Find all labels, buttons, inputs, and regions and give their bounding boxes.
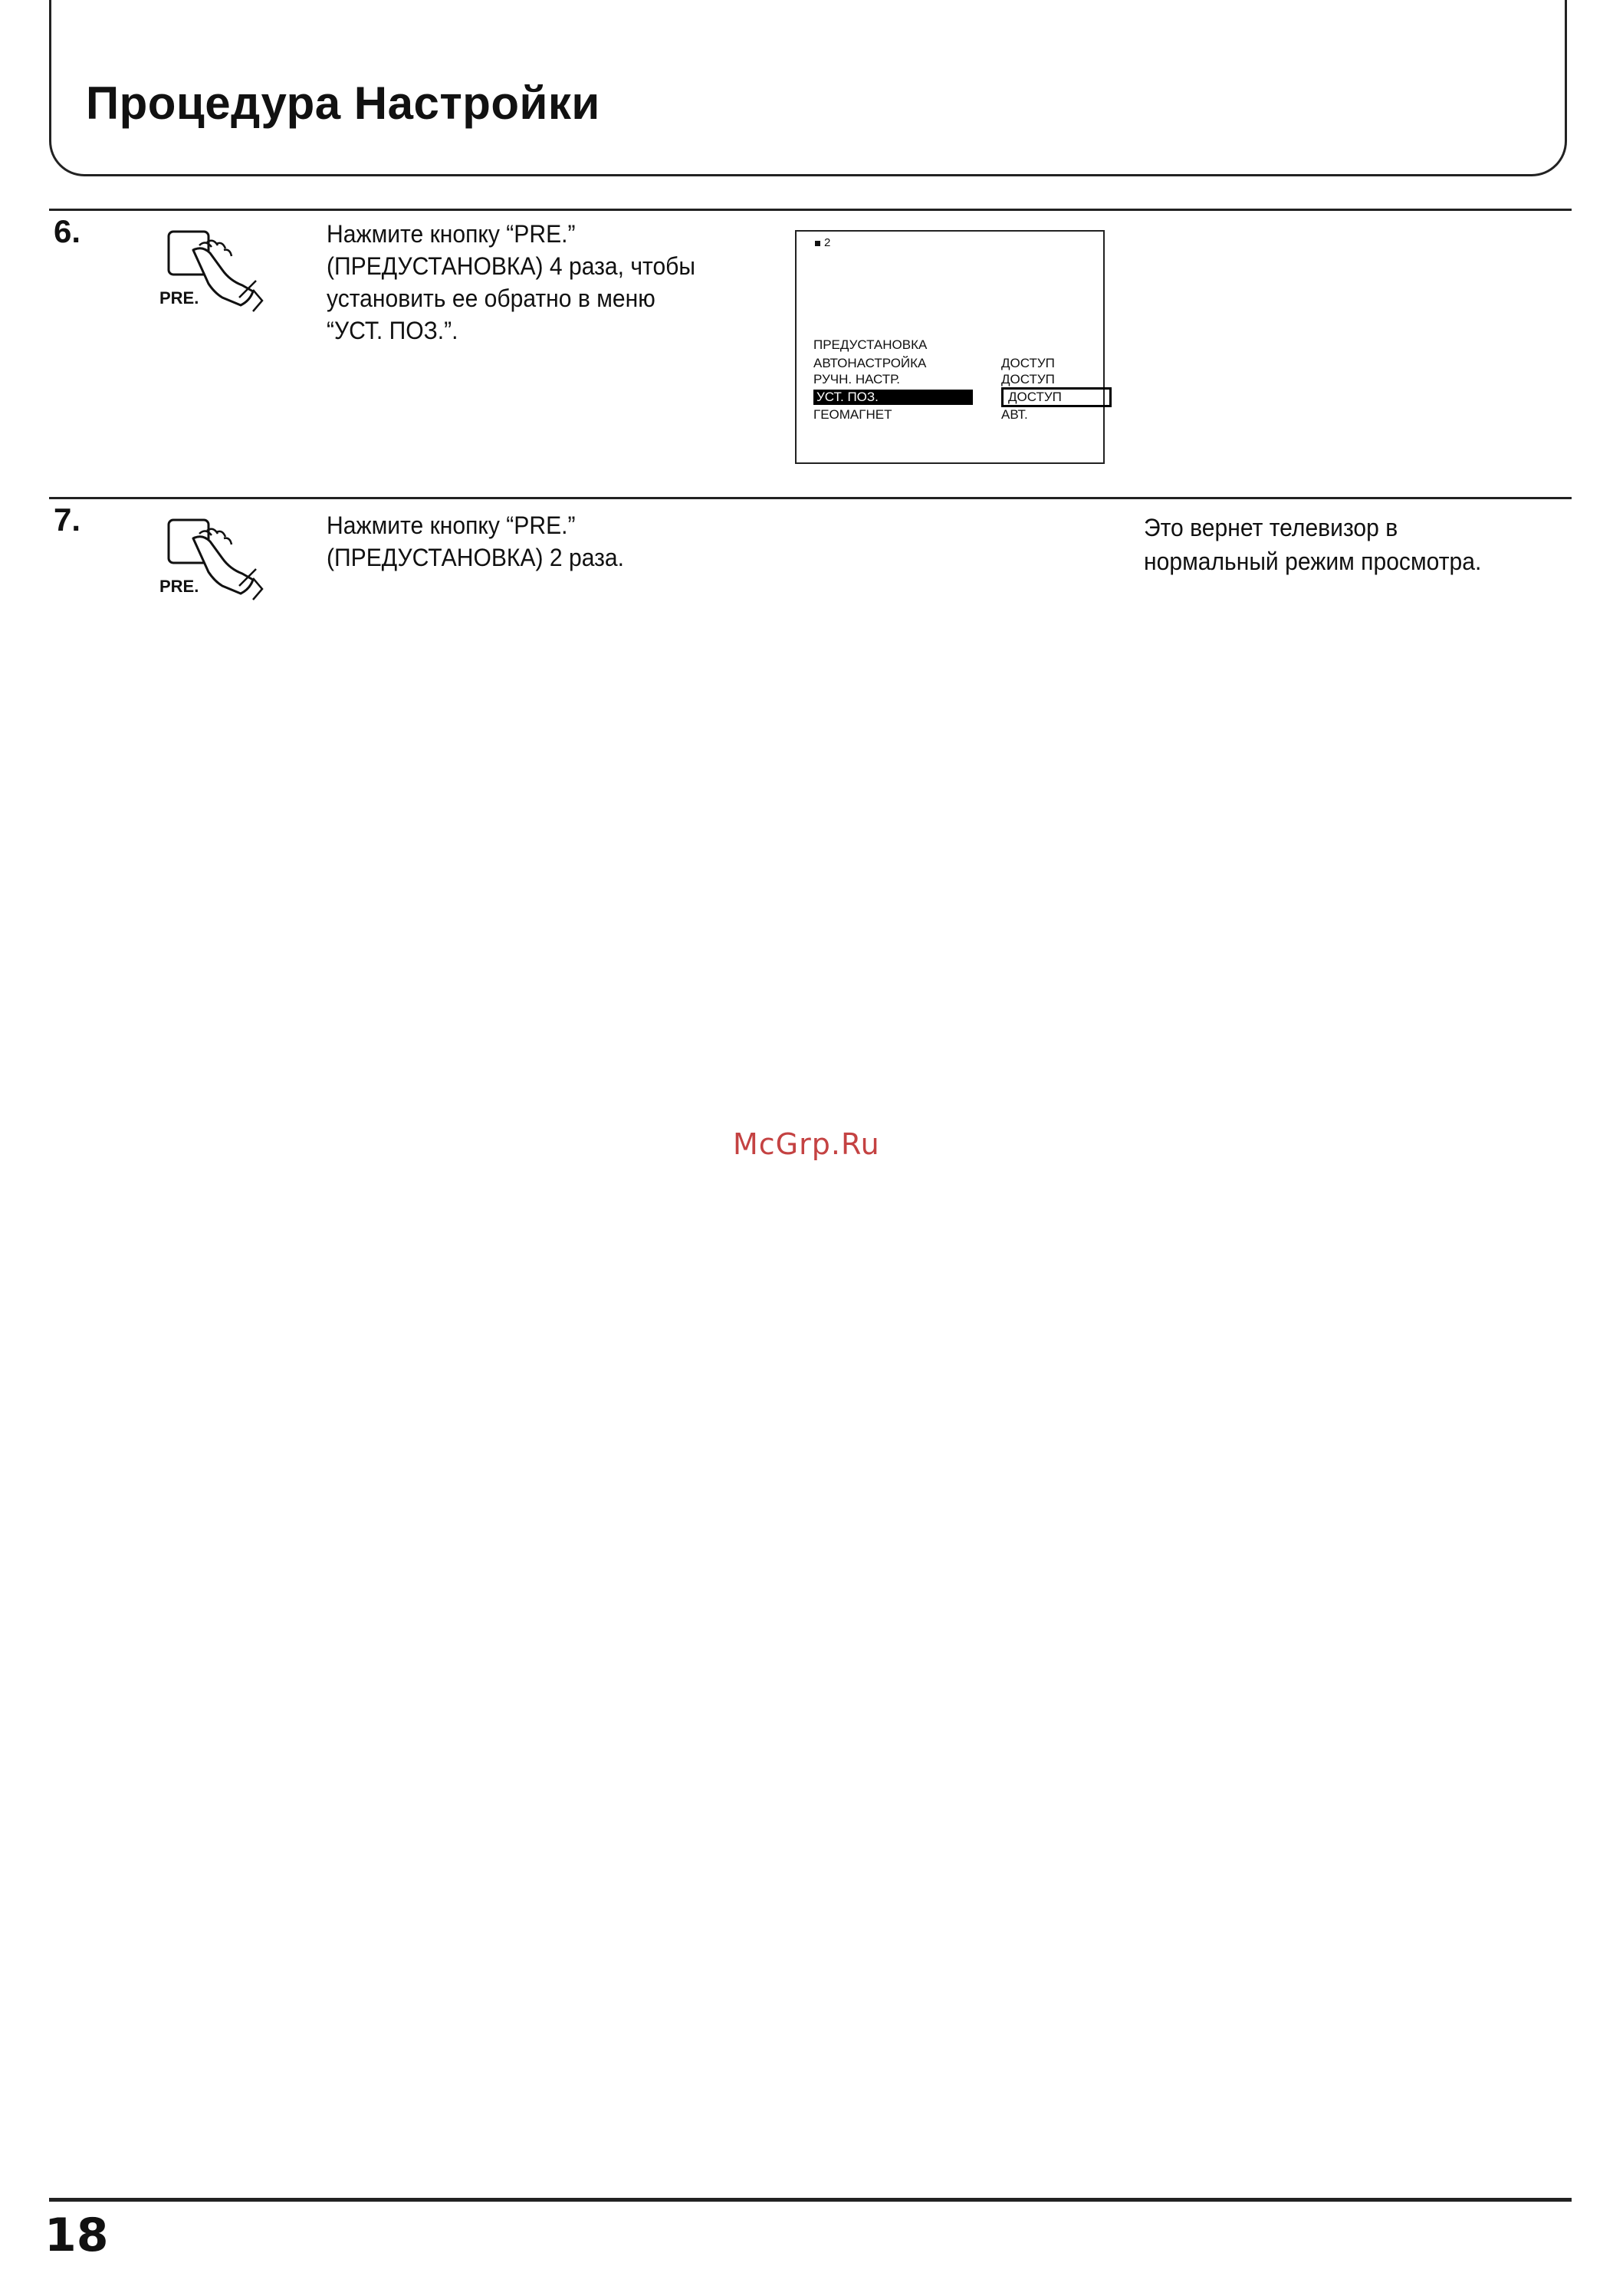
step-divider [49,497,1572,499]
menu-row-label: АВТОНАСТРОЙКА [813,356,927,370]
watermark: McGrp.Ru [733,1127,880,1161]
page-title: Процедура Настройки [86,77,600,129]
page-number: 18 [44,2209,109,2262]
menu-row-geomagnet [813,407,1089,423]
menu-row-value: АВТ. [1001,407,1028,422]
menu-row-value: ДОСТУП [1001,356,1055,370]
step-note: Это вернет телевизор в нормальный режим просмотра. [1144,514,1482,575]
step-number: 7. [54,502,81,538]
menu-row-value: ДОСТУП [1001,387,1112,407]
footer-divider [49,2198,1572,2202]
step-divider [49,209,1572,211]
menu-row-label: ГЕОМАГНЕТ [813,407,892,422]
menu-row-position-set [813,390,1089,406]
menu-row-label: УСТ. ПОЗ. [813,390,973,405]
button-label: PRE. [159,577,199,596]
step-instruction: Нажмите кнопку “PRE.” (ПРЕДУСТАНОВКА) 2 раза. [327,512,624,571]
hand-press-button-icon [153,227,276,319]
menu-row-value: ДОСТУП [1001,372,1055,387]
tv-screen [795,230,1105,464]
button-label: PRE. [159,288,199,308]
step-number: 6. [54,213,81,249]
menu-row-label: РУЧН. НАСТР. [813,372,901,387]
menu-row-manual-tune [813,372,1089,388]
hand-press-button-icon [153,515,276,607]
channel-indicator: 2 [815,236,830,249]
menu-row-autotune [813,356,1089,372]
menu-title: ПРЕДУСТАНОВКА [813,337,928,352]
step-instruction: Нажмите кнопку “PRE.” (ПРЕДУСТАНОВКА) 4 раза, чтобы установить ее обратно в меню “УСТ. ПОЗ.”. [327,220,696,344]
